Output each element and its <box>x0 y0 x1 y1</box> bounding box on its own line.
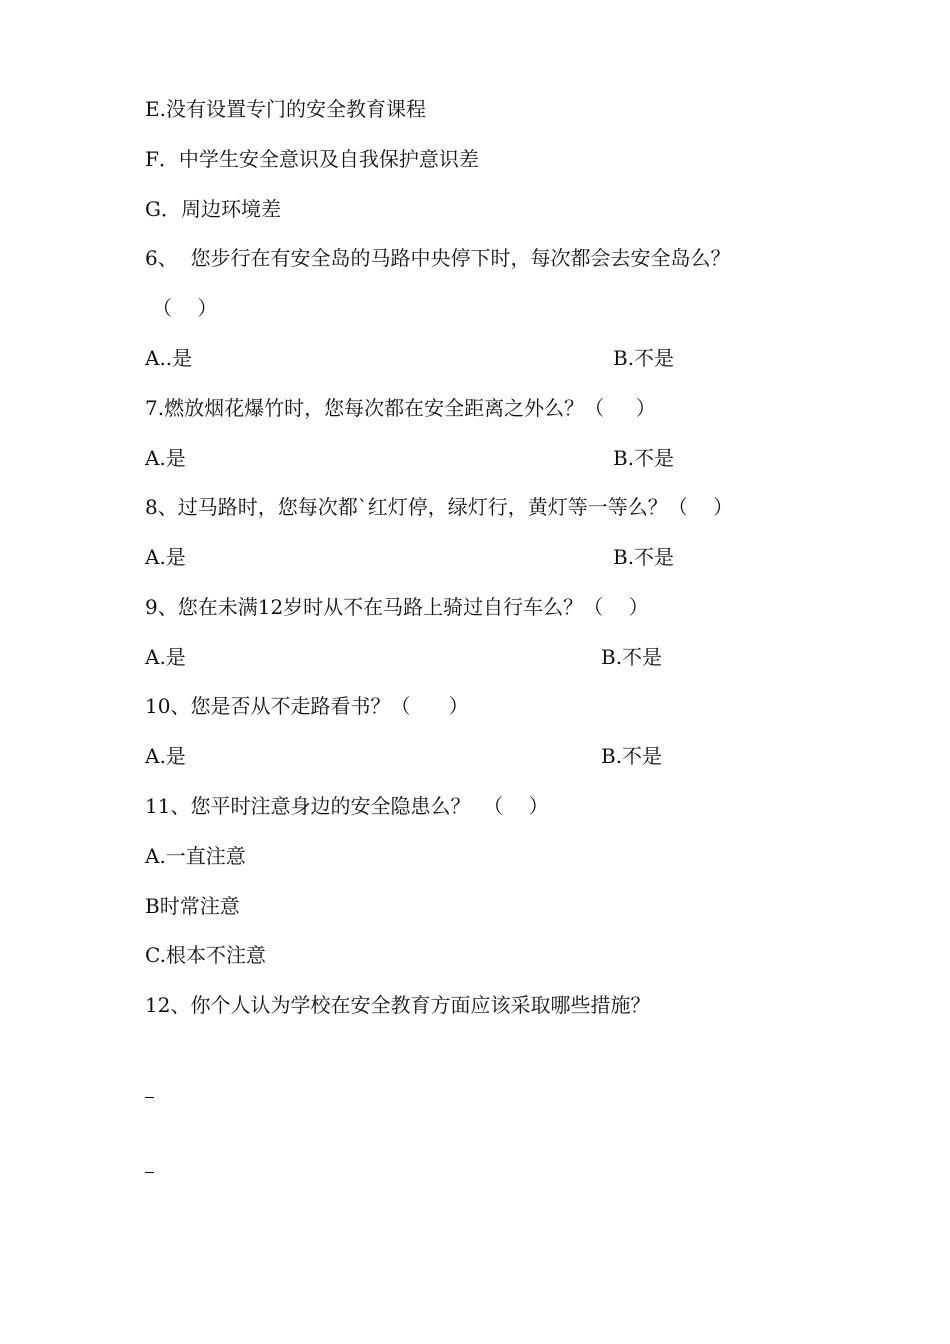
question-11-option-c: C.根本不注意 <box>145 943 266 967</box>
question-11-option-b: B时常注意 <box>145 894 240 918</box>
question-10: 10、您是否从不走路看书？（ ） <box>145 694 469 718</box>
answer-line-2 <box>145 1172 154 1173</box>
question-9-option-b: B.不是 <box>601 645 663 669</box>
question-6-option-a: A..是 <box>145 346 193 370</box>
question-7: 7.燃放烟花爆竹时，您每次都在安全距离之外么？（ ） <box>145 396 656 420</box>
question-11-option-a: A.一直注意 <box>145 844 246 868</box>
option-5g: G．周边环境差 <box>145 197 281 221</box>
option-5e: E.没有设置专门的安全教育课程 <box>145 97 426 121</box>
question-6: 6、 您步行在有安全岛的马路中央停下时，每次都会去安全岛么？ <box>145 246 731 270</box>
answer-line-1 <box>145 1097 154 1098</box>
question-10-option-b: B.不是 <box>601 744 663 768</box>
question-7-option-a: A.是 <box>145 446 186 470</box>
question-10-option-a: A.是 <box>145 744 186 768</box>
question-11: 11、您平时注意身边的安全隐患么？ （ ） <box>145 794 549 818</box>
question-8-option-b: B.不是 <box>613 545 675 569</box>
question-12: 12、你个人认为学校在安全教育方面应该采取哪些措施？ <box>145 993 651 1017</box>
question-8-option-a: A.是 <box>145 545 186 569</box>
question-9-option-a: A.是 <box>145 645 186 669</box>
question-8: 8、过马路时，您每次都`红灯停，绿灯行，黄灯等一等么？（ ） <box>145 495 734 519</box>
option-5f: F．中学生安全意识及自我保护意识差 <box>145 147 479 171</box>
question-6-option-b: B.不是 <box>613 346 675 370</box>
question-7-option-b: B.不是 <box>613 446 675 470</box>
question-6-answer-blank: （ ） <box>152 296 218 320</box>
question-9: 9、您在未满12岁时从不在马路上骑过自行车么？（ ） <box>145 595 649 619</box>
